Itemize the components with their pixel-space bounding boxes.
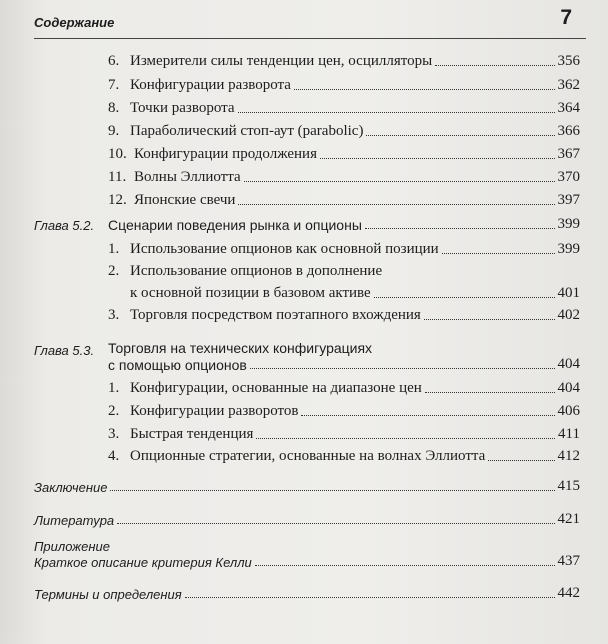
dot-leader: [365, 228, 555, 229]
dot-leader: [238, 204, 554, 205]
dot-leader: [185, 597, 555, 598]
running-header: Содержание: [34, 15, 115, 30]
toc-entry[interactable]: 3. Быстрая тенденция 411: [108, 426, 580, 442]
dot-leader: [250, 368, 555, 369]
toc-entry[interactable]: 9. Параболический стоп-аут (parabolic) 366: [108, 123, 580, 139]
toc-chapter-entry[interactable]: Сценарии поведения рынка и опционы 399: [108, 216, 580, 233]
toc-entry[interactable]: 10. Конфигурации продолжения 367: [108, 146, 580, 162]
dot-leader: [110, 490, 554, 491]
dot-leader: [255, 565, 555, 566]
dot-leader: [374, 297, 555, 298]
dot-leader: [301, 415, 554, 416]
toc-entry[interactable]: 4. Опционные стратегии, основанные на волнах Эллиотта 412: [108, 448, 580, 464]
toc-entry[interactable]: 11. Волны Эллиотта 370: [108, 169, 580, 185]
dot-leader: [244, 181, 555, 182]
toc-entry[interactable]: 6. Измерители силы тенденции цен, осцилляторы 356: [108, 53, 580, 69]
toc-conclusion[interactable]: Заключение 415: [34, 478, 580, 495]
dot-leader: [117, 523, 554, 524]
toc-entry[interactable]: 2. Конфигурации разворотов 406: [108, 403, 580, 419]
toc-entry-line2[interactable]: к основной позиции в базовом активе 401: [130, 285, 580, 301]
appendix-label: Приложение: [34, 539, 110, 554]
dot-leader: [424, 319, 555, 320]
toc-entry[interactable]: 8. Точки разворота 364: [108, 100, 580, 116]
toc-literature[interactable]: Литература 421: [34, 511, 580, 528]
toc-appendix[interactable]: Краткое описание критерия Келли 437: [34, 553, 580, 570]
toc-entry[interactable]: 12. Японские свечи 397: [108, 192, 580, 208]
toc-chapter-entry-line2[interactable]: с помощью опционов 404: [108, 356, 580, 373]
dot-leader: [425, 392, 555, 393]
toc-entry[interactable]: 3. Торговля посредством поэтапного вхождения 402: [108, 307, 580, 323]
toc-entry[interactable]: 1. Использование опционов как основной позиции 399: [108, 241, 580, 257]
page-number: 7: [560, 6, 572, 29]
dot-leader: [256, 438, 555, 439]
chapter-label: Глава 5.2.: [34, 218, 95, 233]
chapter-label: Глава 5.3.: [34, 343, 95, 358]
toc-chapter-entry-line1[interactable]: Торговля на технических конфигурациях: [108, 340, 373, 356]
dot-leader: [442, 253, 555, 254]
dot-leader: [435, 65, 554, 66]
toc-glossary[interactable]: Термины и определения 442: [34, 585, 580, 602]
dot-leader: [238, 112, 555, 113]
dot-leader: [320, 158, 555, 159]
dot-leader: [366, 135, 554, 136]
toc-entry-line1[interactable]: 2. Использование опционов в дополнение: [108, 263, 383, 279]
dot-leader: [294, 89, 555, 90]
toc-entry[interactable]: 7. Конфигурации разворота 362: [108, 77, 580, 93]
header-rule: [34, 38, 586, 39]
dot-leader: [488, 460, 554, 461]
toc-entry[interactable]: 1. Конфигурации, основанные на диапазоне цен 404: [108, 380, 580, 396]
